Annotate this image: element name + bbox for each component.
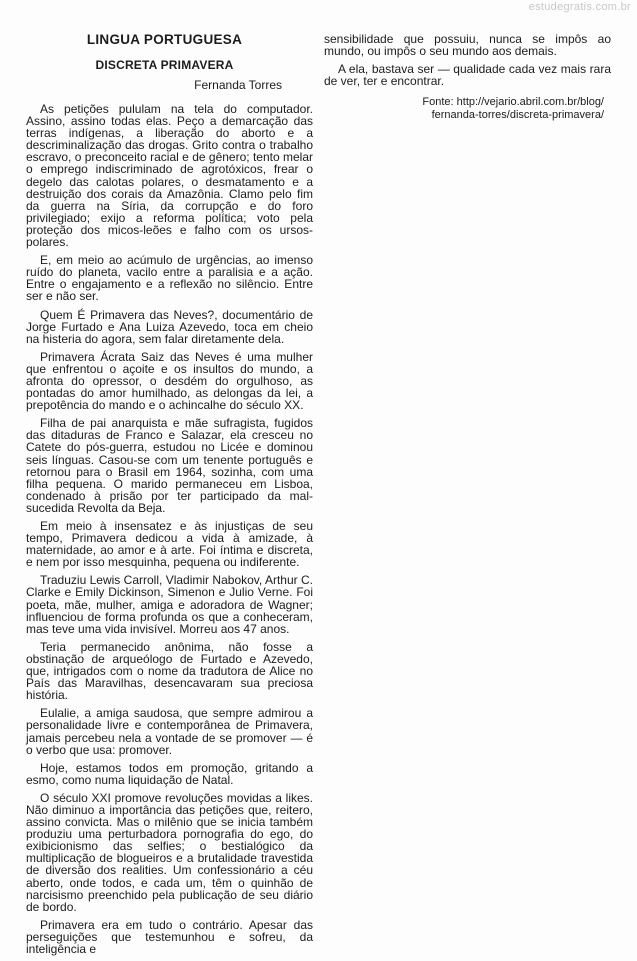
- paragraph: Filha de pai anarquista e mãe sufragista, fugidos das ditaduras de Franco e Salazar, ela cresceu no Catete do pós-guerra, estudou no Licée e dominou seis línguas. Casou-se com um tenente português e retornou para o Brasil em 1964, sozinha, com uma filha pequena. O marido permaneceu em Lisboa, condenado à prisão por ter participado da mal-sucedida Revolta da Beja.: [26, 416, 313, 515]
- document-subtitle: DISCRETA PRIMAVERA: [95, 58, 234, 72]
- source-citation: [324, 96, 611, 121]
- watermark-text: estudegratis.com.br: [528, 1, 631, 13]
- paragraph: E, em meio ao acúmulo de urgências, ao imenso ruído do planeta, vacilo entre a paralisia e a ação. Entre o engajamento e a reflexão no silêncio. Entre ser e não ser.: [26, 253, 313, 304]
- source-line-2: fernanda-torres/discreta-primavera/: [431, 108, 604, 121]
- source-line-1: Fonte: http://vejario.abril.com.br/blog/: [422, 96, 604, 109]
- left-column-text: [26, 103, 313, 955]
- paragraph: Em meio à insensatez e às injustiças de seu tempo, Primavera dedicou a vida à amizade, à maternidade, ao amor e à arte. Foi íntima e discreta, e nem por isso mesquinha, pequena ou indiferente.: [26, 519, 313, 570]
- paragraph: O século XXI promove revoluções movidas a likes. Não diminuo a importância das petições que, reitero, assino convicta. Mas o milênio que se inicia também produziu uma perturbadora pornografia do ego, do exibicionismo das selfies; o bestialógico da multiplicação de blogueiros e a brutalidade travestida de diversão dos realities. Um confessionário a céu aberto, onde todos, e cada um, têm o quinhão de narcisismo preenchido pela publicação de seu diário de bordo.: [26, 790, 313, 914]
- paragraph: Primavera era em tudo o contrário. Apesar das perseguições que testemunhou e sofreu, da inteligência e: [26, 917, 313, 956]
- author-byline: Fernanda Torres: [194, 78, 282, 92]
- paragraph: sensibilidade que possuiu, nunca se impôs ao mundo, ou impôs o seu mundo aos demais.: [324, 32, 611, 59]
- right-column-text: [324, 33, 611, 87]
- right-column: [324, 33, 611, 961]
- paragraph: As petições pululam na tela do computador. Assino, assino todas elas. Peço a demarcação das terras indígenas, a liberação do aborto e a descriminalização das drogas. Grito contra o trabalho escravo, o preconceito racial e de gênero; tento melar o emprego indiscriminado de agrotóxicos, frear o degelo das calotas polares, o desmatamento e a destruição dos corais da Amazônia. Clamo pelo fim da guerra na Síria, da corrupção e do foro privilegiado; exijo a reforma política; voto pela proteção dos micos-leões e falho com os ursos-polares.: [26, 102, 313, 250]
- document-title: LINGUA PORTUGUESA: [86, 32, 243, 47]
- paragraph: Primavera Ácrata Saiz das Neves é uma mulher que enfrentou o açoite e os insultos do mundo, a afronta do opressor, o desdém do orgulhoso, as pontadas do amor humilhado, as delongas da lei, a prepotência do mando e o achincalhe do século XX.: [26, 349, 313, 413]
- paragraph: Hoje, estamos todos em promoção, gritando a esmo, como numa liquidação de Natal.: [26, 760, 313, 787]
- paragraph: Traduziu Lewis Carroll, Vladimir Nabokov, Arthur C. Clarke e Emily Dickinson, Simenon e Julio Verne. Foi poeta, mãe, mulher, amiga e adoradora de Wagner; influenciou de forma profunda os que a conheceram, mas teve uma vida invisível. Morreu aos 47 anos.: [26, 573, 313, 636]
- paragraph: Teria permanecido anônima, não fosse a obstinação de arqueólogo de Furtado e Azevedo, que, intrigados com o nome da tradutora de Alice no País das Maravilhas, desencavaram sua preciosa história.: [26, 639, 313, 703]
- paragraph: Quem É Primavera das Neves?, documentário de Jorge Furtado e Ana Luiza Azevedo, toca em cheio na histeria do agora, sem falar diretamente dela.: [26, 307, 313, 346]
- paragraph: A ela, bastava ser — qualidade cada vez mais rara de ver, ter e encontrar.: [324, 62, 611, 89]
- left-column: [26, 33, 313, 961]
- paragraph: Eulalie, a amiga saudosa, que sempre admirou a personalidade livre e contemporânea de Primavera, jamais percebeu nela a vontade de se promover — é o verbo que usa: promover.: [26, 706, 313, 757]
